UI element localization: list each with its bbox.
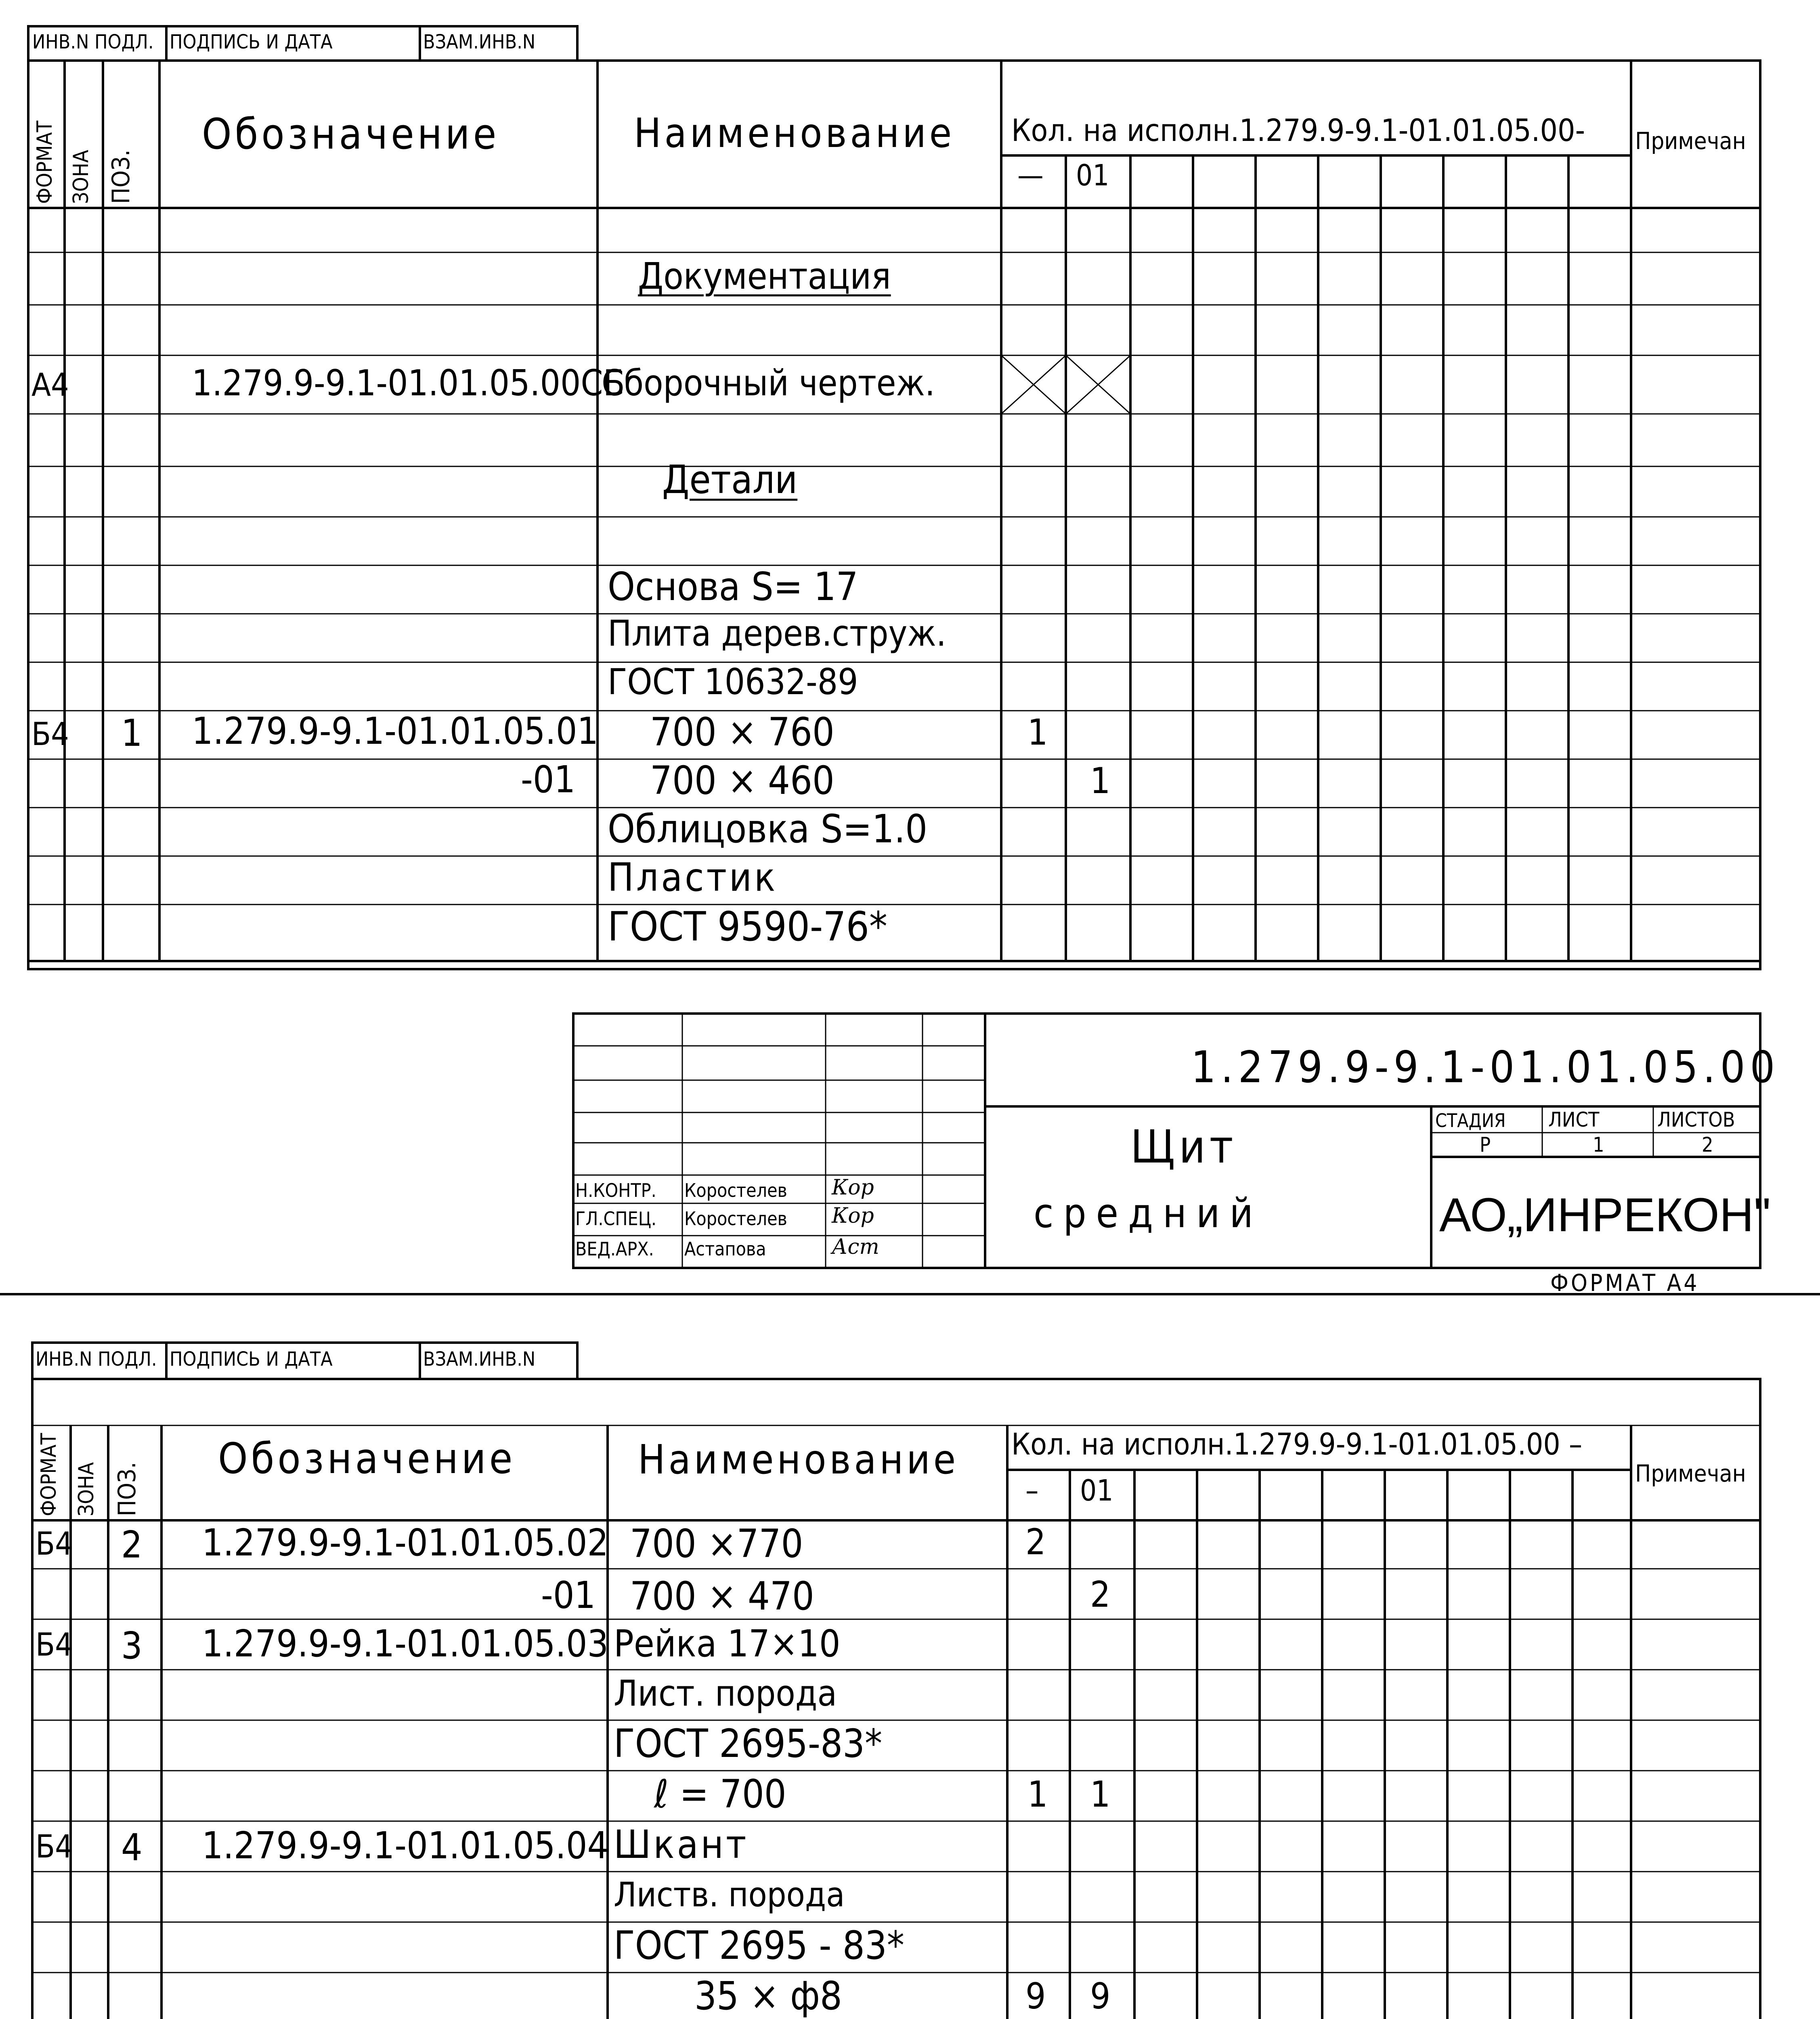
- header-kol-01: 01: [1080, 1473, 1113, 1507]
- row-naimenovanie: Облицовка S=1.0: [608, 806, 928, 852]
- row-oboznachenie: -01: [521, 758, 576, 801]
- row-oboznachenie: 1.279.9-9.1-01.01.05.01: [192, 709, 599, 753]
- row-naimenovanie: Пластик: [608, 855, 778, 900]
- header-zona: ЗОНА: [74, 1462, 99, 1516]
- row-naimenovanie: 700 × 460: [650, 758, 835, 803]
- header-naimenovanie: Наименование: [638, 1436, 959, 1483]
- row-naimenovanie: Сборочный чертеж.: [602, 362, 935, 404]
- signature: Кор: [832, 1175, 874, 1200]
- row-qty-main: 1: [1027, 711, 1048, 753]
- stamp-vzam-inv: ВЗАМ.ИНВ.N: [423, 1348, 536, 1370]
- product-name-line1: Щит: [1130, 1121, 1237, 1173]
- stamp-podpis-data: ПОДПИСЬ И ДАТА: [170, 31, 333, 53]
- stadia-value: Р: [1480, 1133, 1491, 1156]
- header-poz: ПОЗ.: [113, 1462, 141, 1516]
- header-kol: Кол. на исполн.1.279.9-9.1-01.01.05.00-: [1011, 112, 1585, 148]
- header-oboznachenie: Обозначение: [202, 109, 500, 159]
- row-naimenovanie: ГОСТ 2695 - 83*: [614, 1923, 904, 1968]
- header-kol-01: 01: [1076, 158, 1109, 192]
- row-naimenovanie: Рейка 17×10: [614, 1622, 841, 1665]
- row-naimenovanie: ГОСТ 2695-83*: [614, 1721, 883, 1766]
- row-format: Б4: [36, 1829, 73, 1865]
- row-poz: 2: [121, 1523, 143, 1566]
- row-format: Б4: [36, 1627, 73, 1663]
- row-qty-main: 1: [1027, 1773, 1048, 1815]
- row-naimenovanie: ГОСТ 9590-76*: [608, 903, 887, 950]
- row-qty-01: 1: [1090, 1773, 1111, 1815]
- row-poz: 3: [121, 1624, 143, 1667]
- row-naimenovanie: Шкант: [614, 1822, 749, 1867]
- document-code: 1.279.9-9.1-01.01.05.00: [1191, 1042, 1780, 1093]
- header-format: ФОРМАТ: [33, 120, 57, 204]
- row-naimenovanie: Основа S= 17: [608, 564, 858, 609]
- row-qty-main: 2: [1025, 1521, 1046, 1563]
- signature: Аст: [832, 1235, 879, 1259]
- section-details: Детали: [662, 457, 798, 502]
- listov-label: ЛИСТОВ: [1657, 1108, 1735, 1131]
- row-naimenovanie: 700 × 470: [630, 1574, 814, 1619]
- role-name: Коростелев: [684, 1179, 787, 1201]
- section-documentation: Документация: [638, 255, 891, 298]
- list-label: ЛИСТ: [1548, 1108, 1600, 1131]
- row-oboznachenie: 1.279.9-9.1-01.01.05.02: [202, 1521, 609, 1564]
- header-kol: Кол. на исполн.1.279.9-9.1-01.01.05.00 –: [1011, 1427, 1583, 1462]
- header-oboznachenie: Обозначение: [218, 1434, 516, 1483]
- row-poz: 4: [121, 1826, 143, 1869]
- row-naimenovanie: ℓ = 700: [654, 1771, 786, 1817]
- header-poz: ПОЗ.: [107, 149, 135, 204]
- row-format: Б4: [31, 716, 69, 753]
- stamp-inv-podl: ИНВ.N ПОДЛ.: [32, 31, 154, 53]
- role-label: Н.КОНТР.: [575, 1179, 656, 1201]
- row-naimenovanie: Плита дерев.струж.: [608, 613, 946, 654]
- stamp-vzam-inv: ВЗАМ.ИНВ.N: [423, 31, 536, 53]
- organization-name: АО„ИНРЕКОН": [1439, 1188, 1771, 1242]
- header-primech: Примечан: [1635, 1460, 1746, 1487]
- list-value: 1: [1593, 1133, 1604, 1156]
- row-format: Б4: [36, 1526, 73, 1562]
- row-qty-01: 9: [1090, 1975, 1111, 2017]
- row-naimenovanie: Лист. порода: [614, 1673, 837, 1714]
- row-naimenovanie: 35 × ф8: [694, 1973, 842, 2019]
- row-qty-01: 1: [1090, 760, 1111, 802]
- row-qty-01: 2: [1090, 1574, 1111, 1615]
- header-kol-dash: –: [1025, 1473, 1039, 1507]
- row-naimenovanie: 700 × 760: [650, 709, 835, 755]
- header-kol-dash: —: [1017, 158, 1044, 192]
- row-naimenovanie: ГОСТ 10632-89: [608, 661, 858, 703]
- row-oboznachenie: 1.279.9-9.1-01.01.05.00СБ: [192, 362, 625, 404]
- row-oboznachenie: 1.279.9-9.1-01.01.05.04: [202, 1824, 609, 1867]
- header-naimenovanie: Наименование: [634, 109, 955, 157]
- row-format: А4: [31, 367, 69, 403]
- role-name: Астапова: [684, 1238, 766, 1260]
- row-oboznachenie: -01: [541, 1574, 596, 1617]
- header-format: ФОРМАТ: [37, 1433, 61, 1516]
- row-oboznachenie: 1.279.9-9.1-01.01.05.03: [202, 1622, 609, 1665]
- header-zona: ЗОНА: [69, 150, 93, 204]
- role-label: ГЛ.СПЕЦ.: [575, 1208, 656, 1230]
- header-primech: Примечан: [1635, 127, 1746, 155]
- role-label: ВЕД.АРХ.: [575, 1238, 654, 1260]
- stamp-inv-podl: ИНВ.N ПОДЛ.: [36, 1348, 157, 1370]
- row-naimenovanie: 700 ×770: [630, 1521, 803, 1566]
- signature: Кор: [832, 1204, 874, 1228]
- product-name-line2: средний: [1034, 1190, 1263, 1237]
- format-label: ФОРМАТ А4: [1550, 1269, 1700, 1297]
- stadia-label: СТАДИЯ: [1435, 1110, 1506, 1131]
- stamp-podpis-data: ПОДПИСЬ И ДАТА: [170, 1348, 333, 1370]
- row-naimenovanie: Листв. порода: [614, 1875, 845, 1914]
- listov-value: 2: [1702, 1133, 1713, 1156]
- row-qty-main: 9: [1025, 1975, 1046, 2017]
- row-poz: 1: [121, 711, 143, 755]
- role-name: Коростелев: [684, 1208, 787, 1230]
